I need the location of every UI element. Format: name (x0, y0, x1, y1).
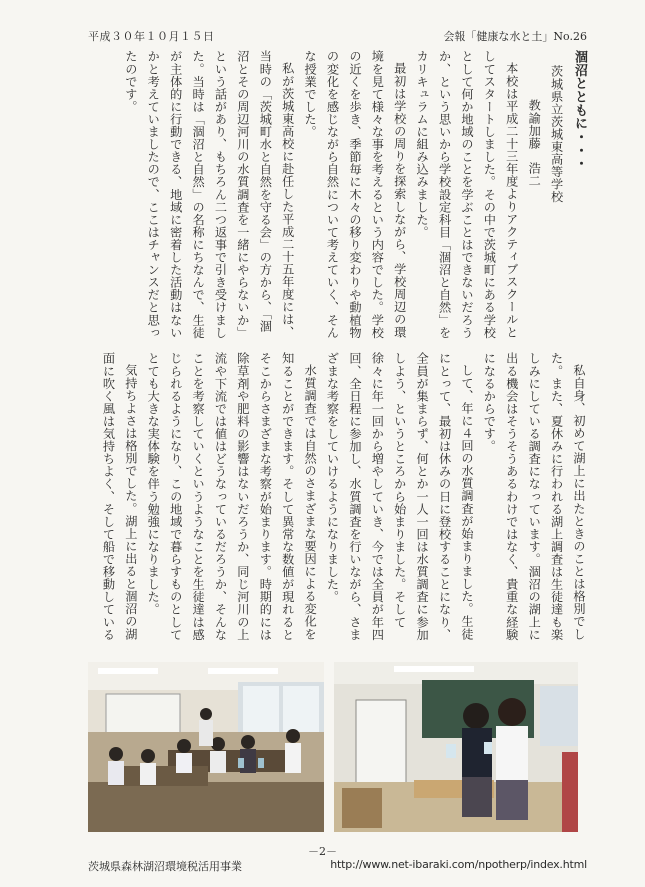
website-url[interactable]: http://www.net-ibaraki.com/npotherp/index.html (330, 858, 587, 871)
paragraph: して、年に４回の水質調査が始まりました。生徒にとって、最初は休みの日に登校することになり、全員が集まらず、何とか一人一回は水質調査に参加しよう、というところから始まりました。そして徐々に年一回から増やしていき、今では全員が年四回、全日程に参加し、水質調査を行いながら、さまざまな考察をしていけるようになりました。 (325, 351, 474, 641)
classroom-photo-image (88, 662, 324, 832)
author-name: 加藤 浩二 (527, 123, 542, 187)
author-line (523, 50, 545, 344)
paragraph: 私が茨城東高校に赴任した平成二十五年度には、当時の「茨城町水と自然を守る会」の方から、「涸沼とその周辺河川の水質調査を一緒にやらないか」という話があり、もちろん二つ返事で引き受けました。当時は「涸沼と自然」の名称にちなんで、生徒が主体的に行動できる、地域に密着した活動はないかと考えていましたので、ここはチャンスだと思ったのです。 (123, 50, 295, 339)
bulletin-title: 会報「健康な水と土」No.26 (443, 30, 587, 43)
paragraph: 水質調査では自然のさまざまな要因による変化を知ることができます。そして異常な数値が現れるとそこからさまざまな考察が始まります。時期的には除草剤や肥料の影響はないだろうか、同じ河川の上流や下流では値はどうなっているだろうか、そんなことを考察していくというようなことを生徒達は感じられるようになり、この地域で暮らすものとしてとても大きな実体験を伴う勉強になりました。 (146, 351, 318, 641)
issue-date: 平成３０年１０月１５日 (88, 30, 215, 43)
school-name: 茨城県立茨城東高等学校 (549, 64, 564, 203)
paragraph: 私自身、初めて湖上に出たときのことは格別でした。また、夏休みに行われる湖上調査は生徒達も楽しみにしている調査になっています。涸沼の湖上に出る機会はそうそうあるわけではなく、貴重な経験になるからです。 (482, 351, 586, 641)
paragraph: 本校は平成二十三年度よりアクティブスクールとしてスタートしました。その中で茨城町にある学校として何か地域のことを学ぶことはできないだろうか、という思いから学校設定科目「涸沼と自然」をカリキュラムに組み込みました。 (415, 50, 519, 339)
article-body (82, 50, 590, 645)
page-number: －2－ (308, 845, 337, 858)
water-testing-photo-image (334, 662, 578, 832)
classroom-photo (88, 662, 324, 832)
paragraph: 気持ちよさは格別でした。湖上に出ると涸沼の湖面に吹く風は気持ちよく、そして船で移動している (101, 351, 138, 641)
author-role: 教諭 (527, 98, 542, 124)
paragraph: 最初は学校の周りを探索しながら、学校周辺の環境を見て様々な事を考えるという内容でした。学校の近くを歩き、季節毎に木々の移り変わりや動植物の変化を感じながら自然について考えていく、そんな授業でした。 (303, 50, 407, 339)
water-testing-photo (334, 662, 578, 832)
funding-program: 茨城県森林湖沼環境税活用事業 (88, 860, 242, 873)
article-title: 涸沼とともに・・・ (572, 50, 587, 171)
